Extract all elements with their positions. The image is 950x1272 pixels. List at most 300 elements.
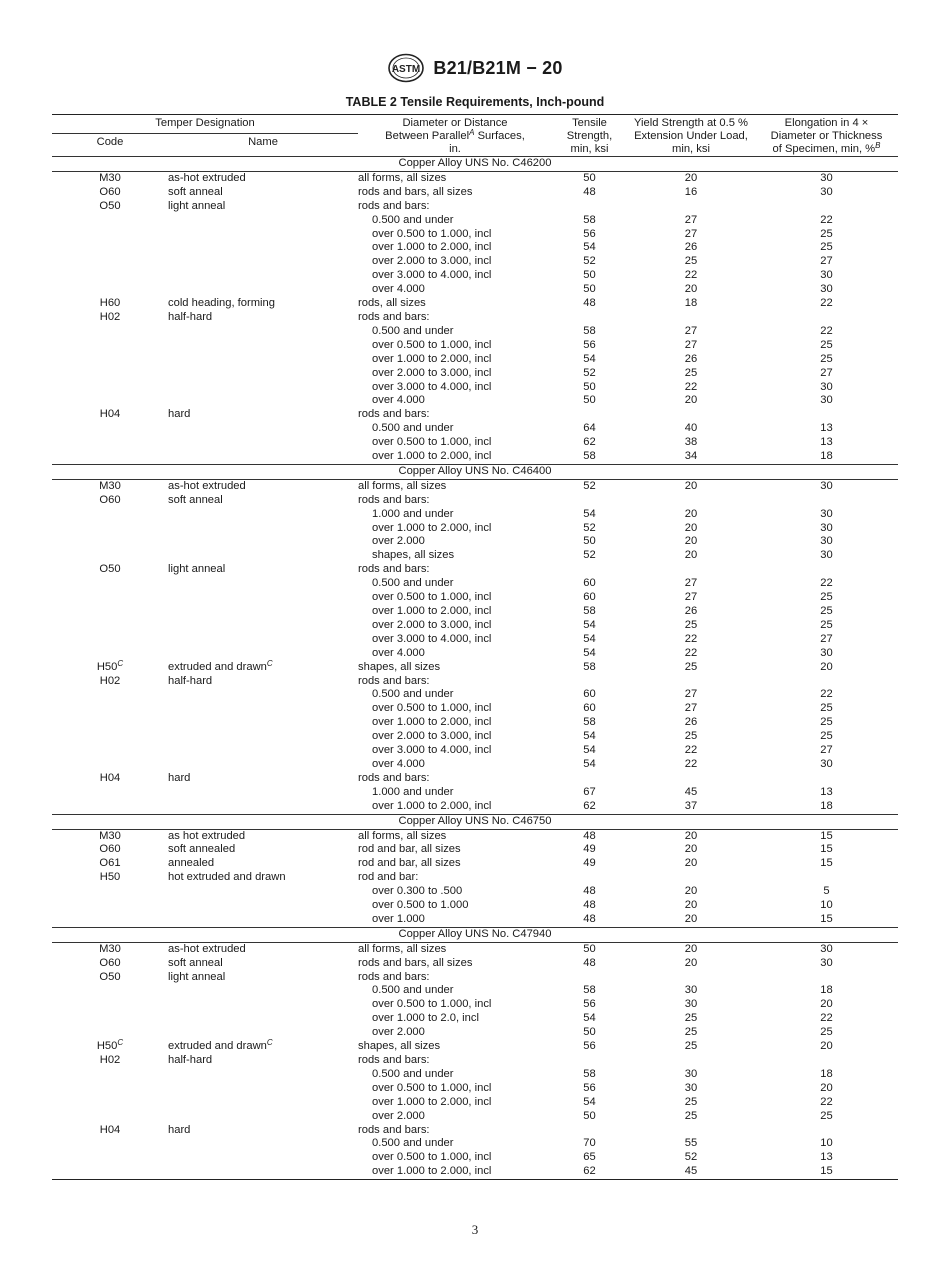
diameter-cell: rods and bars: <box>358 408 430 421</box>
tensile-strength-cell <box>552 1054 627 1068</box>
diameter-cell: all forms, all sizes <box>358 942 447 955</box>
temper-name-cell <box>168 899 358 913</box>
temper-code-cell: H02 <box>99 1054 121 1066</box>
elongation-cell: 30 <box>820 380 833 393</box>
elongation-cell <box>755 1054 898 1068</box>
table-row <box>52 899 898 913</box>
diameter-cell: over 0.300 to .500 <box>372 885 463 898</box>
diameter-cell: rods and bars: <box>358 1123 430 1136</box>
elongation-cell: 30 <box>820 757 833 770</box>
temper-name-cell: light anneal <box>168 970 226 983</box>
yield-strength-cell: 25 <box>684 730 698 743</box>
elongation-cell <box>755 408 898 422</box>
section-title: Copper Alloy UNS No. C46750 <box>52 814 898 829</box>
temper-name-cell <box>168 283 358 297</box>
tensile-strength-cell <box>552 1124 627 1138</box>
temper-name-cell <box>168 730 358 744</box>
diameter-cell: over 1.000 to 2.000, incl <box>372 1095 492 1108</box>
yield-strength-cell <box>627 200 755 214</box>
diameter-cell: 0.500 and under <box>372 422 454 435</box>
tensile-strength-cell: 48 <box>583 297 596 310</box>
yield-strength-cell <box>627 971 755 985</box>
temper-code-cell <box>52 730 168 744</box>
temper-code-cell <box>52 394 168 408</box>
elongation-cell: 20 <box>820 1081 833 1094</box>
yield-strength-cell <box>627 494 755 508</box>
yield-strength-cell: 30 <box>684 984 698 997</box>
temper-name-cell: annealed <box>168 857 215 870</box>
elongation-cell: 30 <box>820 521 833 534</box>
yield-strength-cell: 25 <box>684 618 698 631</box>
temper-name-cell: soft anneal <box>168 493 223 506</box>
temper-code-cell <box>52 1096 168 1110</box>
tensile-strength-cell: 54 <box>583 241 596 254</box>
tensile-strength-cell: 60 <box>583 591 596 604</box>
tensile-strength-cell: 49 <box>583 843 596 856</box>
elongation-cell: 22 <box>820 297 833 310</box>
table-row <box>52 1137 898 1151</box>
yield-strength-cell: 25 <box>684 366 698 379</box>
elongation-cell: 22 <box>820 1095 833 1108</box>
elongation-cell: 30 <box>820 171 833 184</box>
temper-code-cell <box>52 450 168 464</box>
elongation-cell: 13 <box>820 1151 833 1164</box>
diameter-cell: over 1.000 to 2.000, incl <box>372 1165 492 1178</box>
diameter-cell: all forms, all sizes <box>358 829 447 842</box>
table-row <box>52 998 898 1012</box>
table-row <box>52 1012 898 1026</box>
temper-name-cell: hard <box>168 408 191 421</box>
temper-code-cell <box>52 577 168 591</box>
temper-code-cell <box>52 1082 168 1096</box>
diameter-cell: over 3.000 to 4.000, incl <box>372 632 492 645</box>
tensile-strength-cell <box>552 871 627 885</box>
temper-name-cell: light anneal <box>168 199 226 212</box>
temper-name-cell: hot extruded and drawn <box>168 871 286 884</box>
yield-strength-cell: 45 <box>684 785 698 798</box>
elongation-cell: 15 <box>820 843 833 856</box>
temper-code-cell: H60 <box>99 297 121 310</box>
elongation-cell <box>755 200 898 214</box>
temper-name-cell <box>168 228 358 242</box>
table-row <box>52 857 898 871</box>
temper-name-cell <box>168 367 358 381</box>
yield-strength-cell: 25 <box>684 1109 698 1122</box>
elongation-cell: 30 <box>820 283 833 296</box>
tensile-strength-cell <box>552 675 627 689</box>
elongation-cell: 22 <box>820 688 833 701</box>
temper-code-cell <box>52 549 168 563</box>
temper-code-cell <box>52 1012 168 1026</box>
table-row <box>52 241 898 255</box>
tensile-strength-cell: 62 <box>583 436 596 449</box>
table-row <box>52 688 898 702</box>
diameter-cell: rods and bars: <box>358 199 430 212</box>
temper-name-cell: soft annealed <box>168 843 236 856</box>
tensile-strength-cell: 50 <box>583 942 596 955</box>
elongation-cell: 30 <box>820 507 833 520</box>
tensile-strength-cell: 56 <box>583 1040 596 1053</box>
tensile-strength-cell: 48 <box>583 885 596 898</box>
yield-strength-cell <box>627 1124 755 1138</box>
elongation-cell: 27 <box>820 632 833 645</box>
diameter-cell: rods, all sizes <box>358 297 426 310</box>
diameter-cell: rods and bars: <box>358 771 430 784</box>
tensile-strength-cell: 54 <box>583 744 596 757</box>
temper-code-cell <box>52 339 168 353</box>
yield-strength-header: Yield Strength at 0.5 % Extension Under Load, min, ksi <box>633 117 749 155</box>
temper-code-cell: M30 <box>99 479 121 492</box>
temper-code-cell <box>52 241 168 255</box>
elongation-cell: 25 <box>820 702 833 715</box>
elongation-cell: 18 <box>820 984 833 997</box>
tensile-strength-cell: 54 <box>583 757 596 770</box>
yield-strength-cell: 27 <box>684 702 698 715</box>
temper-name-cell <box>168 353 358 367</box>
tensile-strength-cell: 52 <box>583 479 596 492</box>
yield-strength-cell: 27 <box>684 688 698 701</box>
temper-name-cell: half-hard <box>168 1054 213 1066</box>
tensile-strength-cell: 60 <box>583 702 596 715</box>
tensile-strength-cell <box>552 494 627 508</box>
temper-code-cell <box>52 758 168 772</box>
tensile-strength-cell: 62 <box>583 799 596 812</box>
section-header-row <box>52 814 898 829</box>
diameter-cell: 0.500 and under <box>372 213 454 226</box>
elongation-cell: 25 <box>820 1026 833 1039</box>
standard-designation: B21/B21M − 20 <box>433 57 563 78</box>
temper-code-cell <box>52 1068 168 1082</box>
temper-name-cell: soft anneal <box>168 185 223 198</box>
temper-code-cell <box>52 619 168 633</box>
temper-name-cell <box>168 800 358 814</box>
tensile-strength-cell: 54 <box>583 507 596 520</box>
temper-name-cell <box>168 214 358 228</box>
yield-strength-cell: 20 <box>684 912 698 925</box>
table-row <box>52 436 898 450</box>
temper-name-cell <box>168 688 358 702</box>
temper-name-cell <box>168 381 358 395</box>
diameter-cell: 0.500 and under <box>372 1067 454 1080</box>
diameter-cell: shapes, all sizes <box>358 660 441 673</box>
yield-strength-cell: 20 <box>684 956 698 969</box>
yield-strength-cell: 20 <box>684 942 698 955</box>
table-row <box>52 871 898 885</box>
temper-name-cell: half-hard <box>168 674 213 687</box>
table-body <box>52 157 898 1180</box>
yield-strength-cell: 27 <box>684 338 698 351</box>
table-row <box>52 1040 898 1054</box>
tensile-strength-cell: 60 <box>583 577 596 590</box>
temper-name-cell <box>168 339 358 353</box>
yield-strength-cell: 20 <box>684 171 698 184</box>
table-row <box>52 619 898 633</box>
table-row <box>52 353 898 367</box>
table-row <box>52 716 898 730</box>
tensile-strength-cell: 49 <box>583 857 596 870</box>
tensile-strength-cell: 50 <box>583 394 596 407</box>
code-header: Code <box>96 135 124 148</box>
elongation-cell: 22 <box>820 324 833 337</box>
diameter-cell: 1.000 and under <box>372 785 454 798</box>
elongation-cell: 30 <box>820 942 833 955</box>
temper-code-cell <box>52 1165 168 1179</box>
table-row <box>52 283 898 297</box>
temper-code-cell <box>52 899 168 913</box>
tensile-strength-cell: 70 <box>583 1137 596 1150</box>
table-row <box>52 535 898 549</box>
table-row <box>52 1124 898 1138</box>
table-row <box>52 913 898 927</box>
section-title: Copper Alloy UNS No. C46400 <box>52 464 898 479</box>
diameter-cell: over 4.000 <box>372 283 425 296</box>
yield-strength-cell: 25 <box>684 1095 698 1108</box>
diameter-cell: rods and bars: <box>358 310 430 323</box>
diameter-cell: shapes, all sizes <box>372 549 455 562</box>
yield-strength-cell: 20 <box>684 549 698 562</box>
diameter-cell: 0.500 and under <box>372 577 454 590</box>
yield-strength-cell: 20 <box>684 857 698 870</box>
temper-name-cell <box>168 325 358 339</box>
yield-strength-cell: 20 <box>684 843 698 856</box>
temper-name-cell <box>168 591 358 605</box>
yield-strength-cell: 52 <box>684 1151 698 1164</box>
diameter-cell: rod and bar: <box>358 871 419 884</box>
table-row <box>52 1082 898 1096</box>
section-header-row <box>52 464 898 479</box>
temper-code-cell: H04 <box>99 1123 121 1136</box>
yield-strength-cell: 16 <box>684 185 698 198</box>
table-row <box>52 1110 898 1124</box>
elongation-cell: 22 <box>820 577 833 590</box>
table-row <box>52 311 898 325</box>
table-row <box>52 394 898 408</box>
temper-code-cell <box>52 1137 168 1151</box>
diameter-cell: 0.500 and under <box>372 1137 454 1150</box>
yield-strength-cell: 30 <box>684 1081 698 1094</box>
tensile-strength-cell: 54 <box>583 730 596 743</box>
elongation-cell: 10 <box>820 899 833 912</box>
temper-code-cell: O50 <box>99 563 121 576</box>
table-row <box>52 647 898 661</box>
diameter-cell: over 1.000 <box>372 912 425 925</box>
temper-code-cell <box>52 998 168 1012</box>
tensile-strength-cell: 48 <box>583 912 596 925</box>
temper-code-cell <box>52 255 168 269</box>
temper-name-cell: extruded and drawn$^C$ <box>168 658 273 673</box>
page-number: 3 <box>471 1222 479 1237</box>
diameter-cell: shapes, all sizes <box>358 1040 441 1053</box>
table-row <box>52 325 898 339</box>
temper-name-cell: cold heading, forming <box>168 297 275 310</box>
temper-name-cell <box>168 786 358 800</box>
temper-code-cell: M30 <box>99 829 121 842</box>
table-row <box>52 255 898 269</box>
table-row <box>52 186 898 200</box>
temper-code-cell: O50 <box>99 199 121 212</box>
temper-code-cell: H04 <box>99 771 121 784</box>
table-row <box>52 297 898 311</box>
elongation-header: Elongation in 4 × Diameter or Thickness of Specimen, min, %$^B$ <box>770 117 883 155</box>
temper-code-cell: H02 <box>99 310 121 323</box>
temper-designation-header: Temper Designation <box>52 115 358 134</box>
diameter-cell: over 0.500 to 1.000, incl <box>372 591 492 604</box>
yield-strength-cell: 20 <box>684 885 698 898</box>
temper-code-cell <box>52 269 168 283</box>
temper-code-cell: M30 <box>99 171 121 184</box>
table-row <box>52 971 898 985</box>
yield-strength-cell: 22 <box>684 646 698 659</box>
elongation-cell: 18 <box>820 1067 833 1080</box>
elongation-cell: 30 <box>820 479 833 492</box>
diameter-cell: rod and bar, all sizes <box>358 857 461 870</box>
table-row <box>52 367 898 381</box>
table-row <box>52 549 898 563</box>
temper-name-cell: extruded and drawn$^C$ <box>168 1038 273 1053</box>
diameter-header: Diameter or Distance Between Parallel$^A$ Surfaces, in. <box>385 117 525 155</box>
elongation-cell: 18 <box>820 450 833 463</box>
temper-name-cell: hard <box>168 771 191 784</box>
temper-name-cell <box>168 1165 358 1179</box>
table-row <box>52 1151 898 1165</box>
temper-code-cell: $H50^C$ <box>96 658 124 673</box>
tensile-strength-cell: 50 <box>583 1026 596 1039</box>
diameter-cell: all forms, all sizes <box>358 171 447 184</box>
table-row <box>52 1054 898 1068</box>
yield-strength-cell: 37 <box>684 799 698 812</box>
elongation-cell: 5 <box>823 885 830 898</box>
tensile-strength-cell <box>552 563 627 577</box>
tensile-strength-cell: 48 <box>583 185 596 198</box>
temper-name-cell <box>168 1151 358 1165</box>
tensile-strength-cell: 50 <box>583 283 596 296</box>
table-row <box>52 171 898 185</box>
tensile-strength-cell: 62 <box>583 1165 596 1178</box>
tensile-strength-cell: 56 <box>583 227 596 240</box>
yield-strength-cell: 25 <box>684 1026 698 1039</box>
temper-code-cell <box>52 522 168 536</box>
temper-code-cell: H04 <box>99 408 121 421</box>
temper-code-cell <box>52 702 168 716</box>
diameter-cell: rods and bars: <box>358 493 430 506</box>
temper-name-cell <box>168 619 358 633</box>
yield-strength-cell: 20 <box>684 507 698 520</box>
temper-name-cell <box>168 998 358 1012</box>
yield-strength-cell: 25 <box>684 1012 698 1025</box>
elongation-cell: 30 <box>820 535 833 548</box>
table-row <box>52 730 898 744</box>
table-row <box>52 633 898 647</box>
yield-strength-cell: 27 <box>684 227 698 240</box>
temper-code-cell: O50 <box>99 970 121 983</box>
yield-strength-cell: 30 <box>684 998 698 1011</box>
table-title: TABLE 2 Tensile Requirements, Inch-pound <box>345 95 605 109</box>
table-row <box>52 675 898 689</box>
temper-code-cell <box>52 1026 168 1040</box>
tensile-strength-cell: 52 <box>583 366 596 379</box>
temper-name-cell <box>168 1026 358 1040</box>
temper-name-cell: as-hot extruded <box>168 479 246 492</box>
elongation-cell: 25 <box>820 730 833 743</box>
elongation-cell: 25 <box>820 338 833 351</box>
temper-name-cell <box>168 549 358 563</box>
yield-strength-cell: 20 <box>684 899 698 912</box>
elongation-cell <box>755 971 898 985</box>
yield-strength-cell <box>627 675 755 689</box>
tensile-strength-cell: 64 <box>583 422 596 435</box>
temper-name-cell <box>168 269 358 283</box>
tensile-strength-cell: 54 <box>583 646 596 659</box>
table-row <box>52 228 898 242</box>
diameter-cell: over 1.000 to 2.000, incl <box>372 799 492 812</box>
temper-name-cell <box>168 241 358 255</box>
temper-name-cell <box>168 1082 358 1096</box>
temper-code-cell: O60 <box>99 185 121 198</box>
temper-name-cell <box>168 744 358 758</box>
temper-code-cell <box>52 744 168 758</box>
diameter-cell: rods and bars: <box>358 1054 430 1066</box>
elongation-cell: 15 <box>820 1165 833 1178</box>
section-title: Copper Alloy UNS No. C46200 <box>52 157 898 172</box>
yield-strength-cell: 22 <box>684 757 698 770</box>
temper-name-cell <box>168 1137 358 1151</box>
diameter-cell: over 0.500 to 1.000, incl <box>372 998 492 1011</box>
tensile-strength-cell: 67 <box>583 785 596 798</box>
tensile-strength-cell <box>552 772 627 786</box>
yield-strength-cell: 27 <box>684 213 698 226</box>
table-row <box>52 200 898 214</box>
elongation-cell: 22 <box>820 1012 833 1025</box>
elongation-cell: 15 <box>820 829 833 842</box>
diameter-cell: over 2.000 to 3.000, incl <box>372 730 492 743</box>
astm-logo-icon <box>387 53 425 83</box>
temper-code-cell: H50 <box>99 871 121 884</box>
temper-code-cell <box>52 1110 168 1124</box>
diameter-cell: over 1.000 to 2.0, incl <box>372 1012 479 1025</box>
temper-name-cell: light anneal <box>168 563 226 576</box>
temper-name-cell <box>168 1068 358 1082</box>
temper-name-cell <box>168 702 358 716</box>
elongation-cell: 13 <box>820 436 833 449</box>
temper-code-cell <box>52 885 168 899</box>
elongation-cell: 30 <box>820 549 833 562</box>
page-header <box>0 52 950 84</box>
temper-code-cell <box>52 647 168 661</box>
temper-name-cell: soft anneal <box>168 956 223 969</box>
diameter-cell: over 2.000 <box>372 1109 425 1122</box>
diameter-cell: over 4.000 <box>372 646 425 659</box>
temper-code-cell <box>52 591 168 605</box>
temper-code-cell: O60 <box>99 493 121 506</box>
diameter-cell: over 0.500 to 1.000, incl <box>372 1151 492 1164</box>
elongation-cell: 25 <box>820 605 833 617</box>
temper-code-cell: O61 <box>99 857 121 870</box>
table-row <box>52 1068 898 1082</box>
temper-name-cell: as hot extruded <box>168 829 246 842</box>
diameter-cell: over 0.500 to 1.000 <box>372 899 469 912</box>
tensile-strength-header: Tensile Strength, min, ksi <box>566 117 613 155</box>
tensile-requirements-table <box>52 114 898 1180</box>
elongation-cell <box>755 1124 898 1138</box>
yield-strength-cell: 26 <box>684 716 698 729</box>
table-row <box>52 269 898 283</box>
table-row <box>52 957 898 971</box>
temper-code-cell <box>52 325 168 339</box>
elongation-cell: 25 <box>820 227 833 240</box>
tensile-strength-cell: 54 <box>583 352 596 365</box>
yield-strength-cell: 25 <box>684 660 698 673</box>
diameter-cell: over 2.000 to 3.000, incl <box>372 255 492 268</box>
